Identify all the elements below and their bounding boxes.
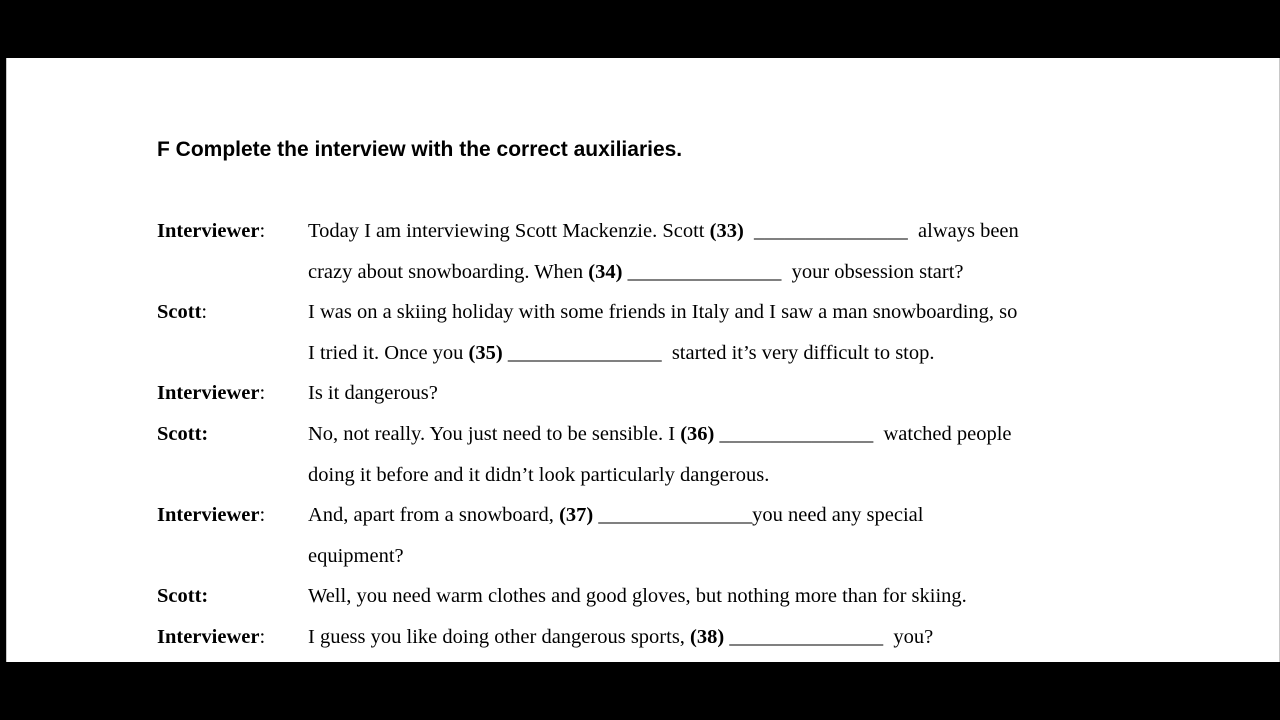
line-text: [308, 495, 1157, 536]
speaker-label: [157, 495, 308, 536]
line-text: [308, 536, 1157, 577]
line-text: [308, 414, 1157, 455]
speaker-colon: :: [201, 301, 208, 324]
answer-blank-and-text: _______________ your obsession start?: [622, 260, 964, 283]
answer-blank-and-text: _______________ watched people: [714, 422, 1012, 445]
text-before: crazy about snowboarding. When: [308, 260, 589, 283]
speaker-label: [157, 211, 308, 252]
text-before: equipment?: [308, 544, 404, 567]
answer-blank-and-text: _______________ you?: [724, 625, 934, 648]
line-text: [308, 617, 1157, 658]
speaker-label: [157, 373, 308, 414]
question-number: (34): [588, 260, 623, 283]
speaker-label: [157, 414, 308, 455]
text-before: I guess you like doing other dangerous sports,: [308, 625, 691, 648]
speaker-colon: :: [259, 220, 266, 242]
dialogue-line: [157, 211, 1157, 252]
speaker-label: [157, 536, 308, 577]
dialogue-line: [157, 495, 1157, 536]
speaker-label: [157, 455, 308, 496]
interview-dialogue: [157, 211, 1157, 658]
dialogue-line: [157, 252, 1157, 293]
dialogue-line: [157, 576, 1157, 617]
speaker-label: [157, 252, 308, 293]
speaker-label: [157, 333, 308, 374]
speaker-colon: :: [259, 625, 266, 648]
text-before: doing it before and it didn’t look particularly dangerous.: [308, 463, 770, 486]
dialogue-line: [157, 414, 1157, 455]
question-number: (33): [709, 220, 744, 242]
speaker-colon: :: [259, 382, 266, 405]
text-before: Well, you need warm clothes and good gloves, but nothing more than for skiing.: [308, 585, 967, 608]
exercise-heading: F Complete the interview with the correct auxiliaries.: [157, 138, 683, 161]
text-before: I was on a skiing holiday with some friends in Italy and I saw a man snowboarding, so: [308, 301, 1018, 324]
speaker-name: Interviewer: [157, 504, 260, 527]
question-number: (36): [680, 422, 715, 445]
line-text: [308, 333, 1157, 374]
question-number: (35): [468, 341, 503, 364]
line-text: [308, 252, 1157, 293]
speaker-name: Interviewer: [157, 625, 260, 648]
answer-blank-and-text: _______________ started it’s very difficult to stop.: [502, 341, 935, 364]
question-number: (38): [690, 625, 725, 648]
text-before: I tried it. Once you: [308, 341, 469, 364]
speaker-name: Scott:: [157, 585, 209, 608]
speaker-label: [157, 617, 308, 658]
document-page: [6, 58, 1280, 662]
text-before: Today I am interviewing Scott Mackenzie. Scott: [308, 220, 710, 242]
line-text: [308, 576, 1157, 617]
text-before: And, apart from a snowboard,: [308, 504, 560, 527]
text-before: Is it dangerous?: [308, 382, 438, 405]
speaker-name: Interviewer: [157, 382, 260, 405]
answer-blank-and-text: _______________ always been: [743, 220, 1019, 242]
speaker-label: [157, 292, 308, 333]
line-text: [308, 373, 1157, 414]
dialogue-line: [157, 536, 1157, 577]
dialogue-line: [157, 333, 1157, 374]
answer-blank-and-text: _______________you need any special: [593, 504, 924, 527]
dialogue-line: [157, 292, 1157, 333]
dialogue-line: [157, 373, 1157, 414]
page-left-edge: [6, 58, 7, 662]
speaker-name: Scott:: [157, 422, 209, 445]
speaker-label: [157, 576, 308, 617]
dialogue-line: [157, 617, 1157, 658]
speaker-name: Scott: [157, 301, 202, 324]
speaker-name: Interviewer: [157, 220, 260, 242]
speaker-colon: :: [259, 504, 266, 527]
dialogue-line: [157, 455, 1157, 496]
line-text: [308, 292, 1157, 333]
text-before: No, not really. You just need to be sensible. I: [308, 422, 681, 445]
question-number: (37): [559, 504, 594, 527]
line-text: [308, 455, 1157, 496]
line-text: [308, 211, 1157, 252]
